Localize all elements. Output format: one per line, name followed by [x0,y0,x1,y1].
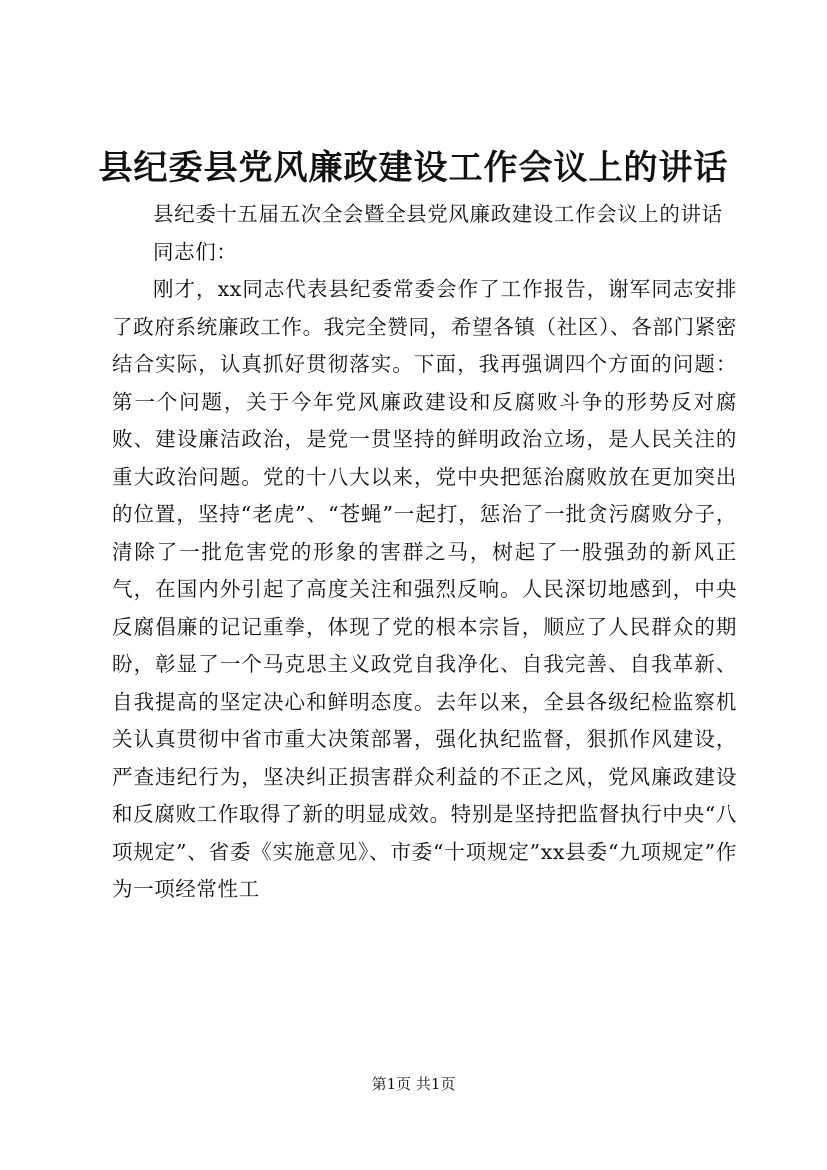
subtitle-paragraph: 县纪委十五届五次全会暨全县党风廉政建设工作会议上的讲话 [153,202,723,226]
document-title: 县纪委县党风廉政建设工作会议上的讲话 [98,148,729,188]
document-body [112,196,737,909]
page-footer [0,1074,827,1094]
page-number-label: 第1页 共1页 [371,1075,456,1093]
salutation-paragraph: 同志们： [153,239,238,264]
body-paragraph: 刚才，xx同志代表县纪委常委会作了工作报告，谢军同志安排了政府系统廉政工作。我完全赞同，希望各镇（社区）、各部门紧密结合实际，认真抓好贯彻落实。下面，我再强调四个方面的问题：第一个问题，关于今年党风廉政建设和反腐败斗争的形势反对腐败、建设廉洁政治，是党一贯坚持的鲜明政治立场，是人民关注的重大政治问题。党的十八大以来，党中央把惩治腐败放在更加突出的位置，坚持“老虎”、“苍蝇”一起打，惩治了一批贪污腐败分子，清除了一批危害党的形象的害群之马，树起了一股强劲的新风正气，在国内外引起了高度关注和强烈反响。人民深切地感到，中央反腐倡廉的记记重拳，体现了党的根本宗旨，顺应了人民群众的期盼，彰显了一个马克思主义政党自我净化、自我完善、自我革新、自我提高的坚定决心和鲜明态度。去年以来，全县各级纪检监察机关认真贯彻中省市重大决策部署，强化执纪监督，狠抓作风建设，严查违纪行为，坚决纠正损害群众利益的不正之风，党风廉政建设和反腐败工作取得了新的明显成效。特别是坚持把监督执行中央“八项规定”、省委《实施意见》、市委“十项规定”xx县委“九项规定”作为一项经常性工 [112,277,737,901]
